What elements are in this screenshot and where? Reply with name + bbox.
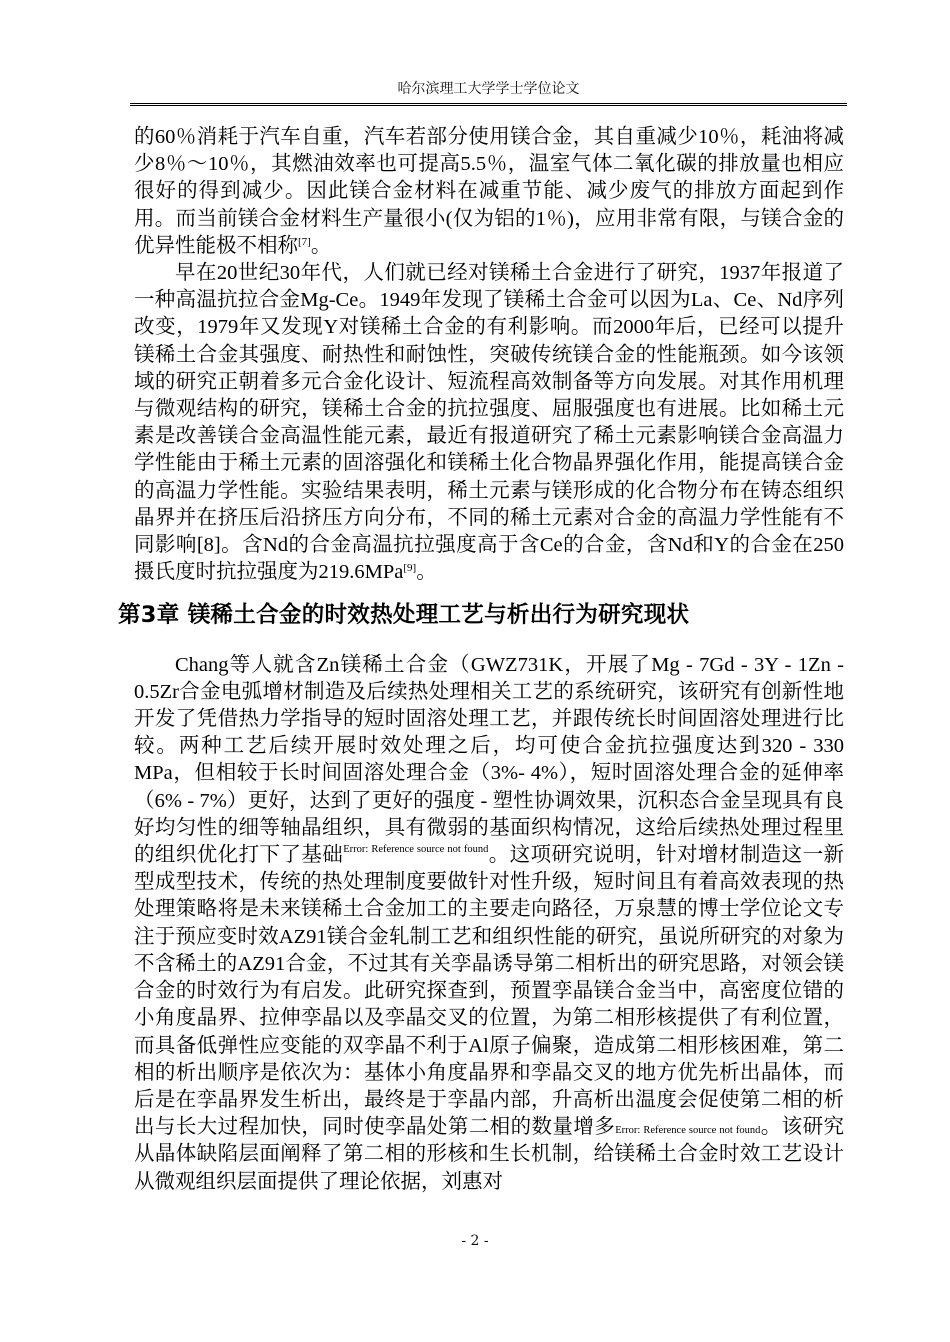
chapter-heading: 第3章 镁稀土合金的时效热处理工艺与析出行为研究现状 bbox=[118, 602, 690, 629]
citation-7: [7] bbox=[298, 235, 311, 248]
paragraph-2: 早在20世纪30年代，人们就已经对镁稀土合金进行了研究，1937年报道了一种高温抗拉合金Mg-Ce。1949年发现了镁稀土合金可以因为La、Ce、Nd序列改变，1979年又发现Y对镁稀土合金的有利影响。而2000年后，已经可以提升镁稀土合金其强度、耐热性和耐蚀性，突破传统镁合金的性能瓶颈。如今该领域的研究正朝着多元合金化设计、短流程高效制备等方向发展。对其作用机理与微观结构的研究，镁稀土合金的抗拉强度、屈服强度也有进展。比如稀土元素是改善镁合金高温性能元素，最近有报道研究了稀土元素影响镁合金高温力学性能由于稀土元素的固溶强化和镁稀土化合物晶界强化作用，能提高镁合金的高温力学性能。实验结果表明，稀土元素与镁形成的化合物分布在铸态组织晶界并在挤压后沿挤压方向分布，不同的稀土元素对合金的高温力学性能有不同影响[8]。含Nd的合金高温抗拉强度高于含Ce的合金，含Nd和Y的合金在250摄氏度时抗拉强度为219.6MPa[9]。 bbox=[134, 262, 844, 584]
reference-error-1: Error: Reference source not found bbox=[343, 844, 489, 856]
body-text bbox=[118, 124, 845, 1196]
running-header: 哈尔滨理工大学学士学位论文 bbox=[130, 78, 847, 106]
paragraph-1: 的60％消耗于汽车自重，汽车若部分使用镁合金，其自重减少10％，耗油将减少8％～10％，其燃油效率也可提高5.5％，温室气体二氧化碳的排放量也相应很好的得到减少。因此镁合金材料在减重节能、减少废气的排放方面起到作用。而当前镁合金材料生产量很小(仅为铝的1％)，应用非常有限，与镁合金的优异性能极不相称[7]。 bbox=[134, 126, 844, 257]
citation-9: [9] bbox=[403, 562, 417, 575]
reference-error-2: Error: Reference source not found bbox=[615, 1125, 761, 1137]
paragraph-3: Chang等人就含Zn镁稀土合金（GWZ731K，开展了Mg - 7Gd - 3Y - 1Zn - 0.5Zr合金电弧增材制造及后续热处理相关工艺的系统研究，该研究有创新性地开发了凭借热力学指导的短时固溶处理工艺，并跟传统长时间固溶处理进行比较。两种工艺后续开展时效处理之后，均可使合金抗拉强度达到320 - 330 MPa，但相较于长时间固溶处理合金（3%- 4%），短时固溶处理合金的延伸率（6% - 7%）更好，达到了更好的强度 - 塑性协调效果，沉积态合金呈现具有良好均匀性的细等轴晶组织，具有微弱的基面织构情况，这给后续热处理过程里的组织优化打下了基础$^{Error: Reference source not found}$。这项研究说明，针对增材制造这一新型成型技术，传统的热处理制度要做针对性升级，短时间且有着高效表现的热处理策略将是未来镁稀土合金加工的主要走向路径，万泉慧的博士学位论文专注于预应变时效AZ91镁合金轧制工艺和组织性能的研究，虽说所研究的对象为不含稀土的AZ91合金，不过其有关孪晶诱导第二相析出的研究思路，对领会镁合金的时效行为有启发。此研究探查到，预置孪晶镁合金当中，高密度位错的小角度晶界、拉伸孪晶以及孪晶交叉的位置，为第二相形核提供了有利位置，而具备低弹性应变能的双孪晶不利于Al原子偏聚，造成第二相形核困难，第二相的析出顺序是依次为：基体小角度晶界和孪晶交叉的地方优先析出晶体，而后是在孪晶界发生析出，最终是于孪晶内部，升高析出温度会促使第二相的析出与长大过程加快，同时使孪晶处第二相的数量增多Error: Reference source not found。该研究从晶体缺陷层面阐释了第二相的形核和生长机制，给镁稀土合金时效工艺设计从微观组织层面提供了理论依据，刘惠对 bbox=[134, 653, 845, 1193]
page-number: - 2 - bbox=[461, 1233, 489, 1249]
